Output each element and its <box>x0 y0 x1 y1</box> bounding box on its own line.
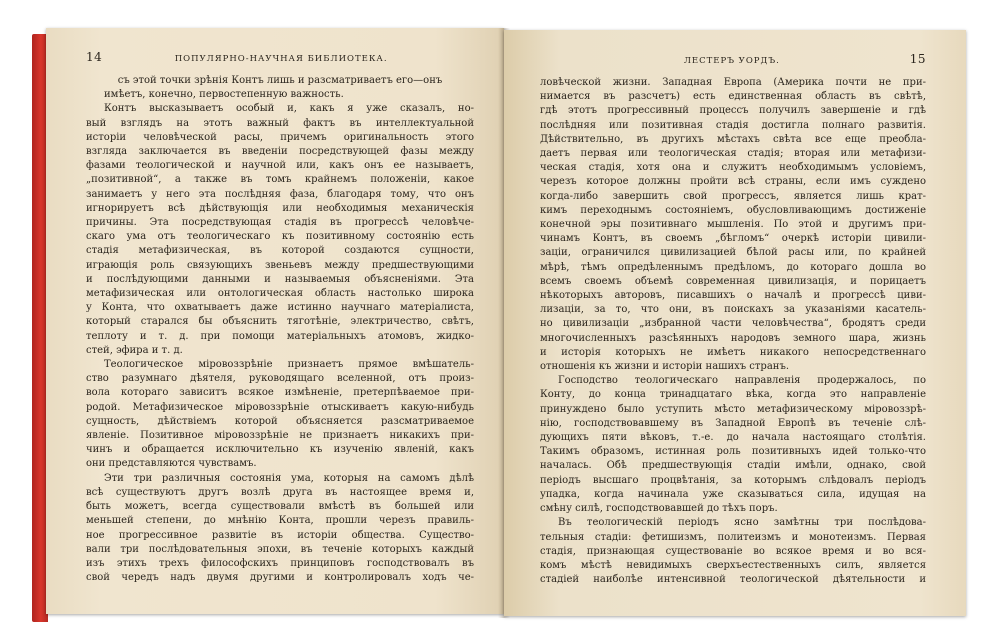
text-line: ческая стадія, хотя она и служитъ необходимымъ условіемъ, <box>540 162 926 174</box>
text-line: многочисленныхъ разсѣянныхъ народовъ земного шара, жизнь <box>540 332 926 344</box>
text-line: занимаетъ у него эта послѣдняя фаза, благодаря тому, что онъ <box>86 188 474 200</box>
text-line: всѣ существуютъ другъ возлѣ друга въ настоящее время и, <box>86 486 474 498</box>
text-line: Эти три различныя состоянія ума, которыя на самомъ дѣлѣ <box>104 472 474 484</box>
text-line: у Конта, что охватываетъ даже истинно научнаго матеріалиста, <box>86 302 474 314</box>
left-page-body <box>86 74 474 585</box>
text-line: ство разумнаго дѣятеля, руководящаго вселенной, отъ произ- <box>86 373 474 385</box>
text-line: упадка, когда начинала уже сказываться сила, идущая на <box>540 488 926 500</box>
left-page-number: 14 <box>86 50 103 64</box>
text-line: но цивилизаціи „избранной части человѣчества“, бродятъ среди <box>540 318 926 330</box>
text-line: смѣну силѣ, господствовавшей до тѣхъ поръ. <box>540 503 778 515</box>
text-line: заціи, ограничился цивилизацией бѣлой расы или, по крайней <box>540 247 926 259</box>
text-line: ное прогрессивное развитіе въ исторіи общества. Существо- <box>86 529 474 541</box>
text-line: гдѣ этотъ прогрессивный процессъ получилъ завершеніе и гдѣ <box>540 105 926 117</box>
text-line: нимается въ разсчетъ) есть единственная область въ свѣтѣ, <box>540 91 926 103</box>
text-line: ловѣческой жизни. Западная Европа (Америка почти не при- <box>540 77 926 88</box>
text-line: взгляда заключается въ введеніи посредствующей фазы между <box>86 146 474 158</box>
text-line: Теологическое міровоззрѣніе признаетъ прямое вмѣшатель- <box>104 359 474 371</box>
text-line: причины. Эта посредствующая стадія въ прогрессѣ человѣче- <box>86 217 474 229</box>
text-line: свой чередъ надъ двумя другими и контролировалъ ходъ че- <box>86 572 474 584</box>
text-line: исторіи человѣческой расы, причемъ оригинальность этого <box>86 131 474 143</box>
text-line: стадіей наиболѣе интенсивной теологической дѣятельности и <box>540 574 926 586</box>
text-line: и исторія которыхъ не имѣетъ никакого непосредственнаго <box>540 346 926 358</box>
left-page <box>46 28 504 614</box>
text-line: вали три послѣдовательныя эпохи, въ теченіе которыхъ каждый <box>86 543 474 555</box>
text-line: стадія, признающая существованіе во всякое время и во вся- <box>540 545 926 557</box>
text-line: изъ этихъ трехъ философскихъ принциповъ господствовалъ въ <box>86 557 474 569</box>
right-page-number: 15 <box>909 52 926 66</box>
text-line: кимъ переходнымъ состояніемъ, обусловливающимъ достиженіе <box>540 204 926 216</box>
text-line: съ этой точки зрѣнія Контъ лишь и разсматриваетъ его—онъ <box>117 75 443 86</box>
text-line: отношенія къ жизни и исторіи нашихъ странъ. <box>540 361 789 373</box>
text-line: чинъ и обращается исключительно къ изученію явленій, какъ <box>86 444 474 456</box>
text-line: началась. Обѣ предшествующія стадіи имѣли, однако, свой <box>540 460 926 472</box>
text-line: когда-либо завершить свой прогрессъ, является лишь крат- <box>540 190 926 202</box>
text-line: они представляются чувствамъ. <box>86 458 257 470</box>
text-line: „позитивной“, а также въ томъ крайнемъ положеніи, какое <box>86 174 474 186</box>
text-line: всемъ своемъ объемѣ современная цивилизація, и порицаетъ <box>540 275 926 287</box>
text-line: нію, господствовавшему въ Западной Европѣ въ теченіе слѣ- <box>540 417 926 429</box>
text-line: который старался бы объяснить тяготѣніе, электричество, свѣтъ, <box>86 316 474 328</box>
left-running-head <box>86 50 474 64</box>
text-line: имѣетъ, конечно, первостепенную важность. <box>104 89 344 101</box>
text-line: стадія метафизическая, въ которой создаются сущности, <box>86 245 474 257</box>
text-line: комъ мѣстѣ невидимыхъ сверхъестественныхъ силъ, является <box>540 559 926 571</box>
text-line: явленіе. Позитивное міровоззрѣніе не признаетъ никакихъ при- <box>86 430 474 442</box>
text-line: теплоту и т. д. при помощи матеріальныхъ атомовъ, жидко- <box>86 330 474 342</box>
text-line: и послѣдующими данными и называемыя объясненіями. Эта <box>86 273 474 285</box>
text-line: стей, эфира и т. д. <box>86 344 183 356</box>
text-line: черезъ которое должны пройти всѣ страны, если имъ суждено <box>540 176 926 188</box>
text-line: скаго ума отъ теологическаго къ позитивному состоянію есть <box>86 231 474 243</box>
right-running-title: ЛЕСТЕРЪ УОРДЪ. <box>683 56 780 66</box>
text-line: послѣдняя или позитивная стадія достигла полнаго развитія. <box>540 119 926 131</box>
text-line: родой. Метафизическое міровоззрѣніе отыскиваетъ какую-нибудь <box>86 401 474 413</box>
text-line: вый взглядъ на этотъ важный фактъ въ интеллектуальной <box>86 117 474 129</box>
text-line: дующихъ пяти вѣковъ, т.-е. до начала настоящаго столѣтія. <box>540 432 926 444</box>
text-line: Контъ высказываетъ особый и, какъ я уже сказалъ, но- <box>104 103 474 115</box>
text-line: періодъ высшаго процвѣтанія, за которымъ слѣдовалъ періодъ <box>540 474 926 486</box>
open-book <box>32 28 972 620</box>
text-line: быть можетъ, всегда существовали вмѣстѣ въ большей или <box>86 501 474 513</box>
text-line: Въ теологическій періодъ ясно замѣтны три послѣдова- <box>558 517 926 529</box>
text-line: мѣрѣ, тѣмъ опредѣленнымъ предѣломъ, до котораго дошла во <box>540 261 926 273</box>
right-page <box>504 30 966 616</box>
text-line: меньшей степени, до мнѣнію Конта, прошли черезъ правиль- <box>86 515 474 527</box>
text-line: Господство теологическаго направленія продержалось, по <box>558 375 926 387</box>
text-line: сущность, дѣйствіемъ которой объясняется разсматриваемое <box>86 415 474 427</box>
text-line: даетъ первая или теологическая стадія; вторая или метафизи- <box>540 148 926 160</box>
text-line: лизаціи, за то, что они, въ поискахъ за указаніями касатель- <box>540 304 926 316</box>
text-line: конечной эры позитивнаго мышленія. По этой и другимъ при- <box>540 219 926 231</box>
text-line: вола котораго зависитъ всякое измѣненіе, претерпѣваемое при- <box>86 387 474 399</box>
text-line: Конту, до конца тринадцатаго вѣка, когда это направленіе <box>540 389 926 401</box>
right-page-body <box>540 76 926 587</box>
left-running-title: ПОПУЛЯРНО-НАУЧНАЯ БИБЛИОТЕКА. <box>174 54 388 64</box>
text-line: нѣкоторыхъ авторовъ, писавшихъ о началѣ и прогрессѣ циви- <box>540 290 926 302</box>
text-line: принуждено было уступить мѣсто метафизическому міровоззрѣ- <box>540 403 926 415</box>
text-line: играющія роль связующихъ звеньевъ между предшествующими <box>86 259 474 271</box>
text-line: тельныя стадіи: фетишизмъ, политеизмъ и монотеизмъ. Первая <box>540 531 926 543</box>
text-line: фазами теологической и научной или, какъ онъ ее называетъ, <box>86 160 474 172</box>
text-line: игнорируетъ всѣ дѣйствующія или необходимыя механическія <box>86 202 474 214</box>
right-running-head <box>540 52 926 66</box>
text-line: Дѣйствительно, въ другихъ мѣстахъ свѣта все еще преобла- <box>540 133 926 145</box>
text-line: Такимъ образомъ, истинная роль позитивныхъ идей только-что <box>540 446 926 458</box>
text-line: чинамъ Контъ, въ своемъ „бѣгломъ“ очеркѣ исторіи цивили- <box>540 233 926 245</box>
text-line: метафизическая или онтологическая область настолько широка <box>86 288 474 300</box>
